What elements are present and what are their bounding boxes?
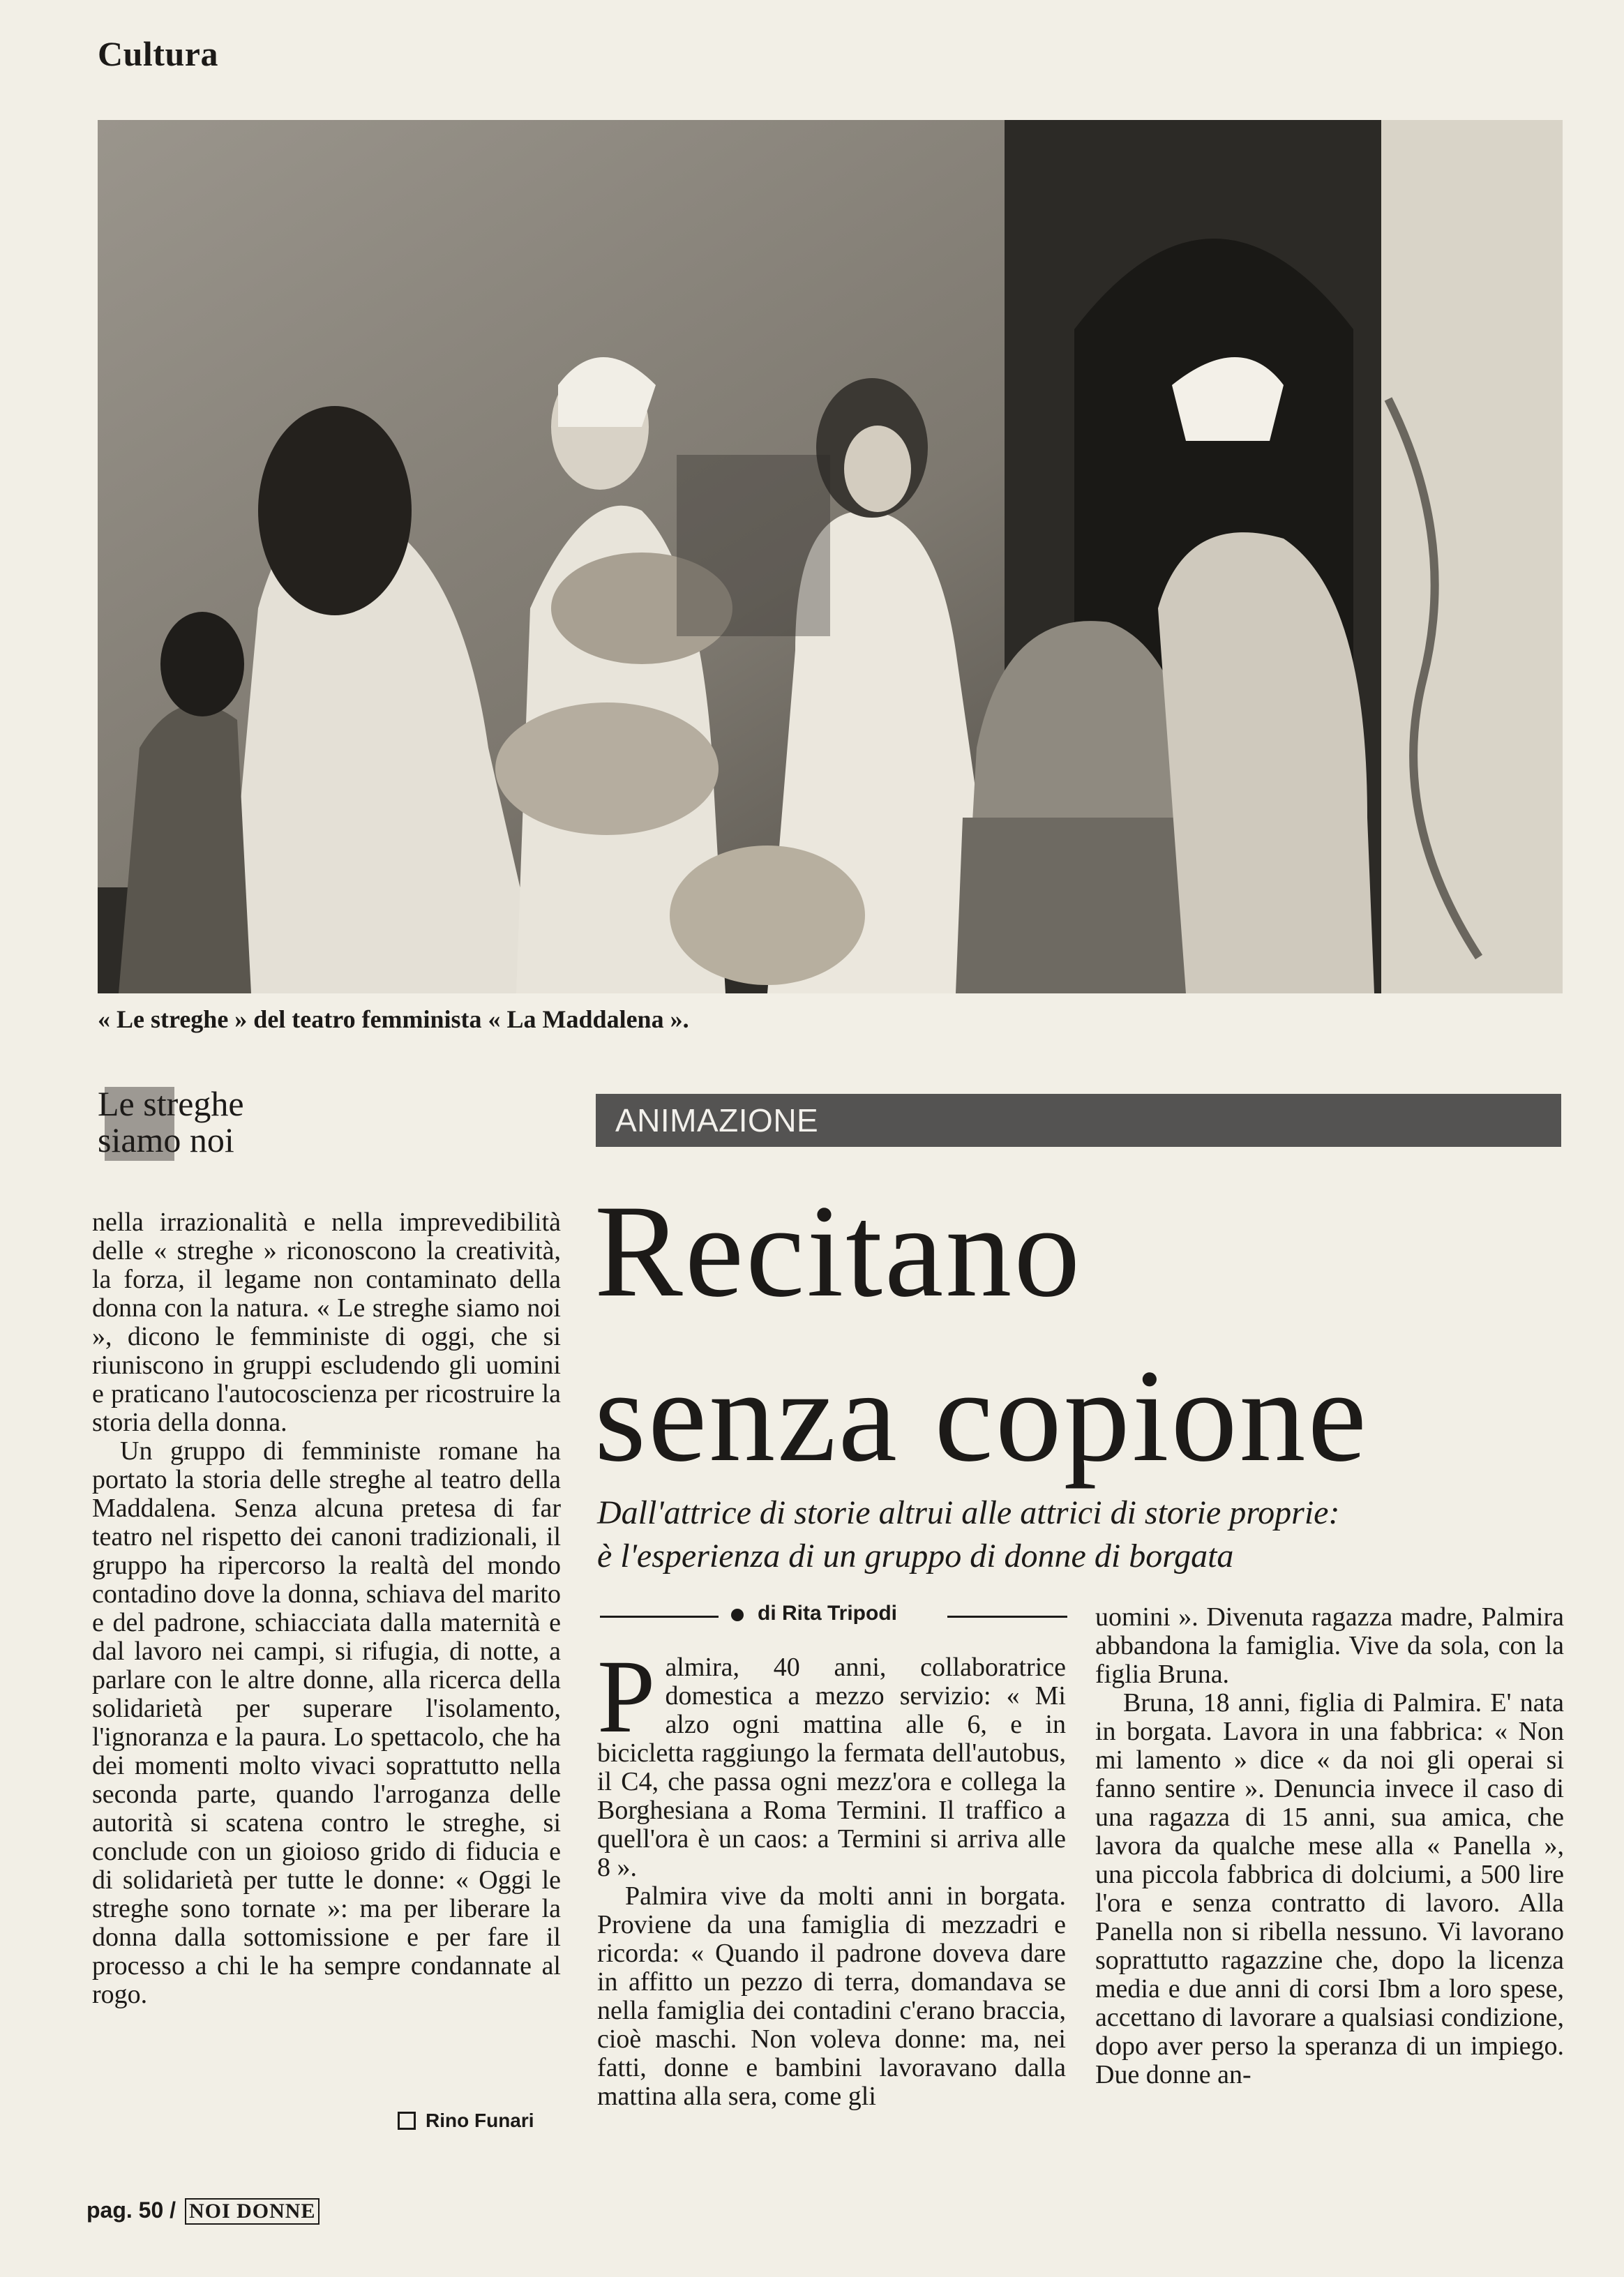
article-paragraph: Palmira vive da molti anni in borgata. Proviene da una famiglia di mezzadri e ricorda: « Quando il padrone doveva dare in affitto un pezzo di terra, domandava se nella famiglia dei contadini c'erano braccia, cioè maschi. Non voleva donne: ma, nei fatti, donne e bambini lavoravano dalla mattina alla sera, come gli	[597, 1881, 1066, 2111]
sidebar-author	[398, 2110, 565, 2132]
byline-author: di Rita Tripodi	[758, 1602, 897, 1625]
magazine-logo: NOI DONNE	[185, 2198, 320, 2225]
title-line-1: Recitano	[594, 1178, 1083, 1325]
article-column-1	[597, 1639, 1066, 2111]
article-paragraph: uomini ». Divenuta ragazza madre, Palmira abbandona la famiglia. Vive da sola, con la figlia Bruna.	[1095, 1602, 1564, 1689]
photo-caption: « Le streghe » del teatro femminista « La Maddalena ».	[98, 1005, 689, 1033]
sidebar-kicker	[98, 1085, 328, 1158]
article-title	[594, 1169, 1571, 1498]
article-paragraph: Bruna, 18 anni, figlia di Palmira. E' nata in borgata. Lavora in una fabbrica: « Non mi lamento » dice « da noi gli operai si fanno sentire ». Denuncia invece il caso di una ragazza di 15 anni, sua amica, che lavora da qualche mese alla « Panella », una piccola fabbrica di dolciumi, a 500 lire l'ora e senza contratto di lavoro. Alla Panella non si ribella nessuno. Vi lavorano soprattutto ragazzine che, dopo la licenza media e due anni di corsi Ibm a loro spese, accettano di lavorare a qualsiasi condizione, dopo aver perso la speranza di un impiego. Due donne an-	[1095, 1688, 1564, 2089]
byline	[600, 1602, 1067, 1630]
page-number: pag. 50 /	[87, 2197, 176, 2223]
photo-illustration	[98, 120, 1563, 993]
bullet-icon	[731, 1609, 744, 1621]
byline-rule-right	[947, 1616, 1067, 1618]
subtitle-line-2: è l'esperienza di un gruppo di donne di borgata	[597, 1538, 1234, 1575]
article-subtitle	[597, 1491, 1567, 1578]
title-line-2: senza copione	[594, 1343, 1369, 1489]
square-icon	[398, 2112, 416, 2130]
kicker-line-1: Le streghe	[98, 1084, 244, 1123]
sidebar-text	[92, 1208, 561, 2009]
stage-photo	[98, 120, 1563, 993]
byline-rule-left	[600, 1616, 719, 1618]
sidebar-paragraph: Un gruppo di femministe romane ha portato la storia delle streghe al teatro della Maddalena. Senza alcuna pretesa di far teatro nel rispetto dei canoni tradizionali, il gruppo ha ripercorso la realtà del mondo contadino dove la donna, schiava del marito e del padrone, schiacciata dalla maternità e dal lavoro nei campi, si rifugia, di notte, a parlare con le altre donne, alla ricerca della solidarietà per superare l'isolamento, l'ignoranza e la paura. Lo spettacolo, che ha dei momenti molto vivaci soprattutto nella seconda parte, quando l'arroganza delle autorità si scatena contro le streghe, si conclude con un gioioso grido di fiducia e di solidarietà per tutte le donne: « Oggi le streghe sono tornate »: ma per liberare la donna dalla sottomissione e per fare il processo a chi le ha sempre condannate al rogo.	[92, 1436, 561, 2009]
sidebar-paragraph: nella irrazionalità e nella imprevedibilità delle « streghe » riconoscono la creatività, la forza, il legame non contaminato della donna con la natura. « Le streghe siamo noi », dicono le femministe di oggi, che si riuniscono in gruppi escludendo gli uomini e praticano l'autocoscienza per ricostruire la storia della donna.	[92, 1208, 561, 1437]
page-footer	[87, 2197, 319, 2225]
section-title: Cultura	[98, 34, 218, 73]
article-paragraph: Palmira, 40 anni, collaboratrice domestica a mezzo servizio: « Mi alzo ogni mattina alle 6, e in bicicletta raggiungo la fermata dell'autobus, il C4, che passa ogni mezz'ora e collega la Borghesiana a Roma Termini. Il traffico a quell'ora è un caos: a Termini si arriva alle 8 ».	[597, 1639, 1066, 1882]
drop-cap: P	[597, 1639, 656, 1754]
kicker-line-2: siamo noi	[98, 1120, 234, 1159]
subtitle-line-1: Dall'attrice di storie altrui alle attrici di storie proprie:	[597, 1494, 1340, 1531]
rubric-bar: ANIMAZIONE	[596, 1094, 1561, 1147]
article-column-2	[1095, 1603, 1564, 2089]
sidebar-author-name: Rino Funari	[426, 2110, 534, 2131]
